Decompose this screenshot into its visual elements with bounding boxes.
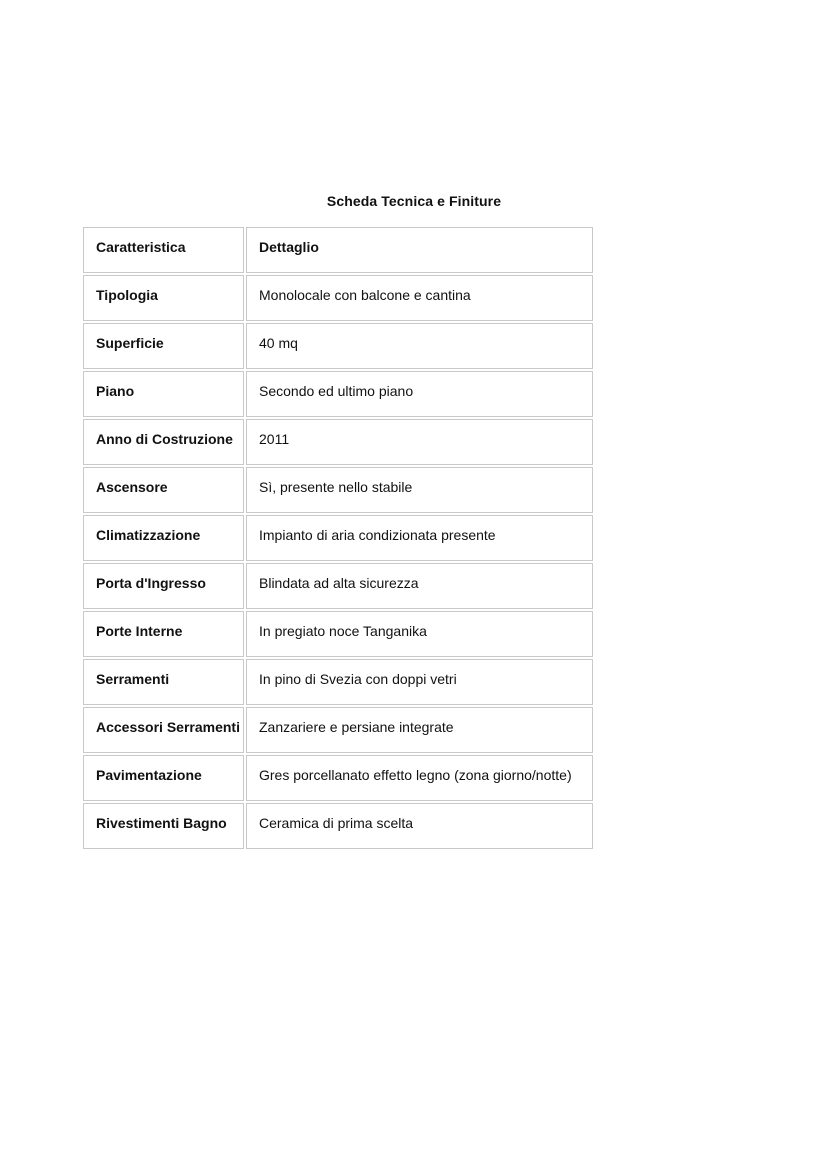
row-value: Secondo ed ultimo piano <box>246 371 593 417</box>
table-row <box>83 515 593 561</box>
row-key: Accessori Serramenti <box>83 707 244 753</box>
row-value: 2011 <box>246 419 593 465</box>
table-row <box>83 419 593 465</box>
table-row <box>83 611 593 657</box>
row-value: In pregiato noce Tanganika <box>246 611 593 657</box>
row-value: Impianto di aria condizionata presente <box>246 515 593 561</box>
header-value: Dettaglio <box>246 227 593 273</box>
table-row <box>83 803 593 849</box>
table-row <box>83 371 593 417</box>
row-key: Ascensore <box>83 467 244 513</box>
table-row <box>83 467 593 513</box>
row-value: Gres porcellanato effetto legno (zona giorno/notte) <box>246 755 593 801</box>
row-key: Piano <box>83 371 244 417</box>
row-key: Rivestimenti Bagno <box>83 803 244 849</box>
table-header-row <box>83 227 593 273</box>
row-key: Tipologia <box>83 275 244 321</box>
row-value: In pino di Svezia con doppi vetri <box>246 659 593 705</box>
row-key: Porta d'Ingresso <box>83 563 244 609</box>
row-value: Sì, presente nello stabile <box>246 467 593 513</box>
row-value: Zanzariere e persiane integrate <box>246 707 593 753</box>
row-key: Climatizzazione <box>83 515 244 561</box>
table-row <box>83 755 593 801</box>
row-key: Pavimentazione <box>83 755 244 801</box>
page-title: Scheda Tecnica e Finiture <box>326 193 502 209</box>
row-value: 40 mq <box>246 323 593 369</box>
table-row <box>83 707 593 753</box>
row-value: Blindata ad alta sicurezza <box>246 563 593 609</box>
spec-table <box>81 225 595 851</box>
row-key: Serramenti <box>83 659 244 705</box>
table-row <box>83 563 593 609</box>
row-value: Monolocale con balcone e cantina <box>246 275 593 321</box>
table-row <box>83 275 593 321</box>
row-key: Porte Interne <box>83 611 244 657</box>
row-value: Ceramica di prima scelta <box>246 803 593 849</box>
table-row <box>83 659 593 705</box>
row-key: Superficie <box>83 323 244 369</box>
table-row <box>83 323 593 369</box>
header-key: Caratteristica <box>83 227 244 273</box>
row-key: Anno di Costruzione <box>83 419 244 465</box>
